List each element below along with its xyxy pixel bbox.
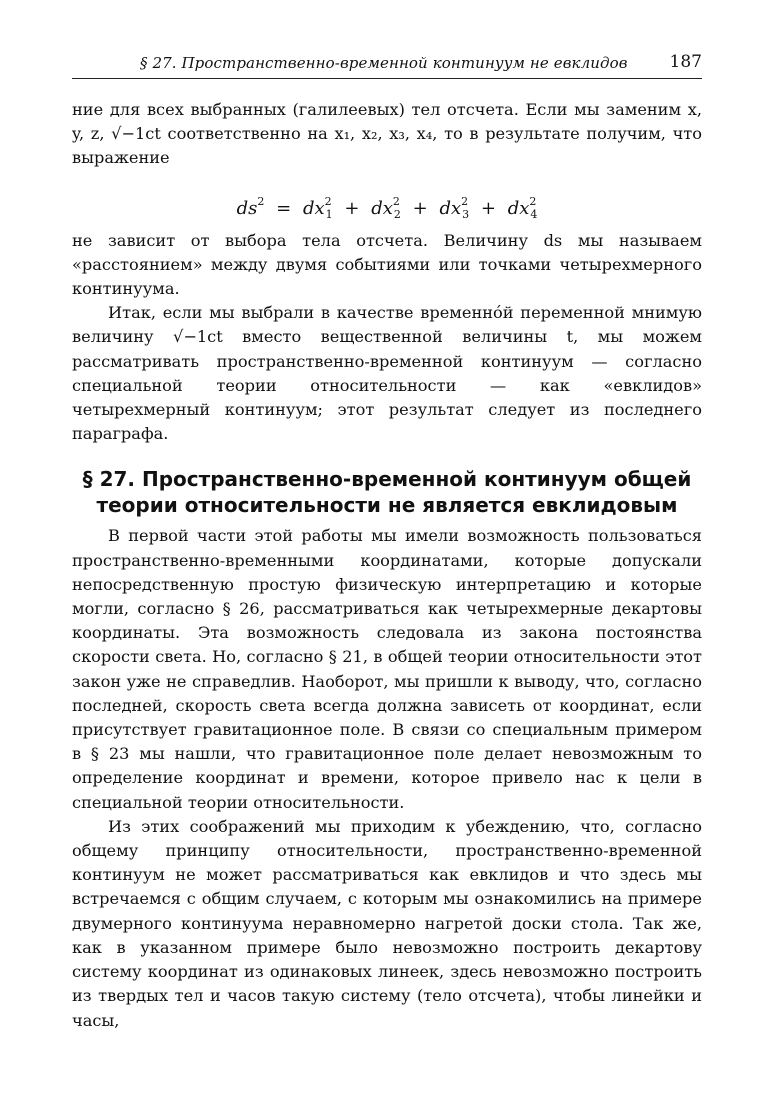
page-number: 187 xyxy=(669,52,702,72)
equation-ds2: $ds^2 = dx^2_1 + dx^2_2 + dx^2_3 + dx^2_4$ xyxy=(236,194,538,221)
eq-lhs: ds xyxy=(236,197,258,219)
paragraph-4: Из этих соображений мы приходим к убеждению, что, согласно общему принципу относительности, пространственно-временной континуум не может рассматриваться как евклидов и что здесь мы встречаемся с общим случаем, с которым мы ознакомились на примере двумерного континуума неравномерно нагретой доски стола. Так же, как в указанном примере было невозможно построить декартову систему координат из одинаковых линеек, здесь невозможно построить из твердых тел и часов такую систему (тело отсчета), чтобы линейки и часы, xyxy=(72,816,702,1030)
eq-term-2: dx xyxy=(371,197,393,219)
paragraph-3: В первой части этой работы мы имели возможность пользоваться пространственно-временными координатами, которые допускали непосредственную простую физическую интерпретацию и которые могли, согласно § 26, рассматриваться как четырехмерные декартовы координаты. Эта возможность следовала из закона постоянства скорости света. Но, согласно § 21, в общей теории относительности этот закон уже не справедлив. Наоборот, мы пришли к выводу, что, согласно последней, скорость света всегда должна зависеть от координат, если присутствует гравитационное поле. В связи со специальным примером в § 23 мы нашли, что гравитационное поле делает невозможным то определение координат и времени, которое привело нас к цели в специальной теории относительности. xyxy=(72,526,702,812)
eq-equals: = xyxy=(276,197,292,219)
page-body xyxy=(72,98,702,1033)
eq-term-1: dx xyxy=(302,197,325,219)
eq-term-3: dx xyxy=(439,197,462,219)
running-header xyxy=(72,52,702,79)
after-equation-paragraph: не зависит от выбора тела отсчета. Величину ds мы называем «расстоянием» между двумя событиями или точками четырехмерного континуума. xyxy=(72,230,702,299)
section-heading: § 27. Пространственно-временной континуум общей теории относительности не является евклидовым xyxy=(82,467,692,518)
running-title: § 27. Пространственно-временной континуум не евклидов xyxy=(140,54,628,72)
paragraph-2: Итак, если мы выбрали в качестве временно́й переменной мнимую величину √−1ct вместо вещественной величины t, мы можем рассматривать пространственно-временной континуум — согласно специальной теории относительности — как «евклидов» четырехмерный континуум; этот результат следует из последнего параграфа. xyxy=(72,303,702,444)
eq-term-4: dx xyxy=(507,197,530,219)
intro-paragraph: ние для всех выбранных (галилеевых) тел отсчета. Если мы заменим x, y, z, √−1ct соответственно на x₁, x₂, x₃, x₄, то в результате получим, что выражение xyxy=(72,100,702,168)
